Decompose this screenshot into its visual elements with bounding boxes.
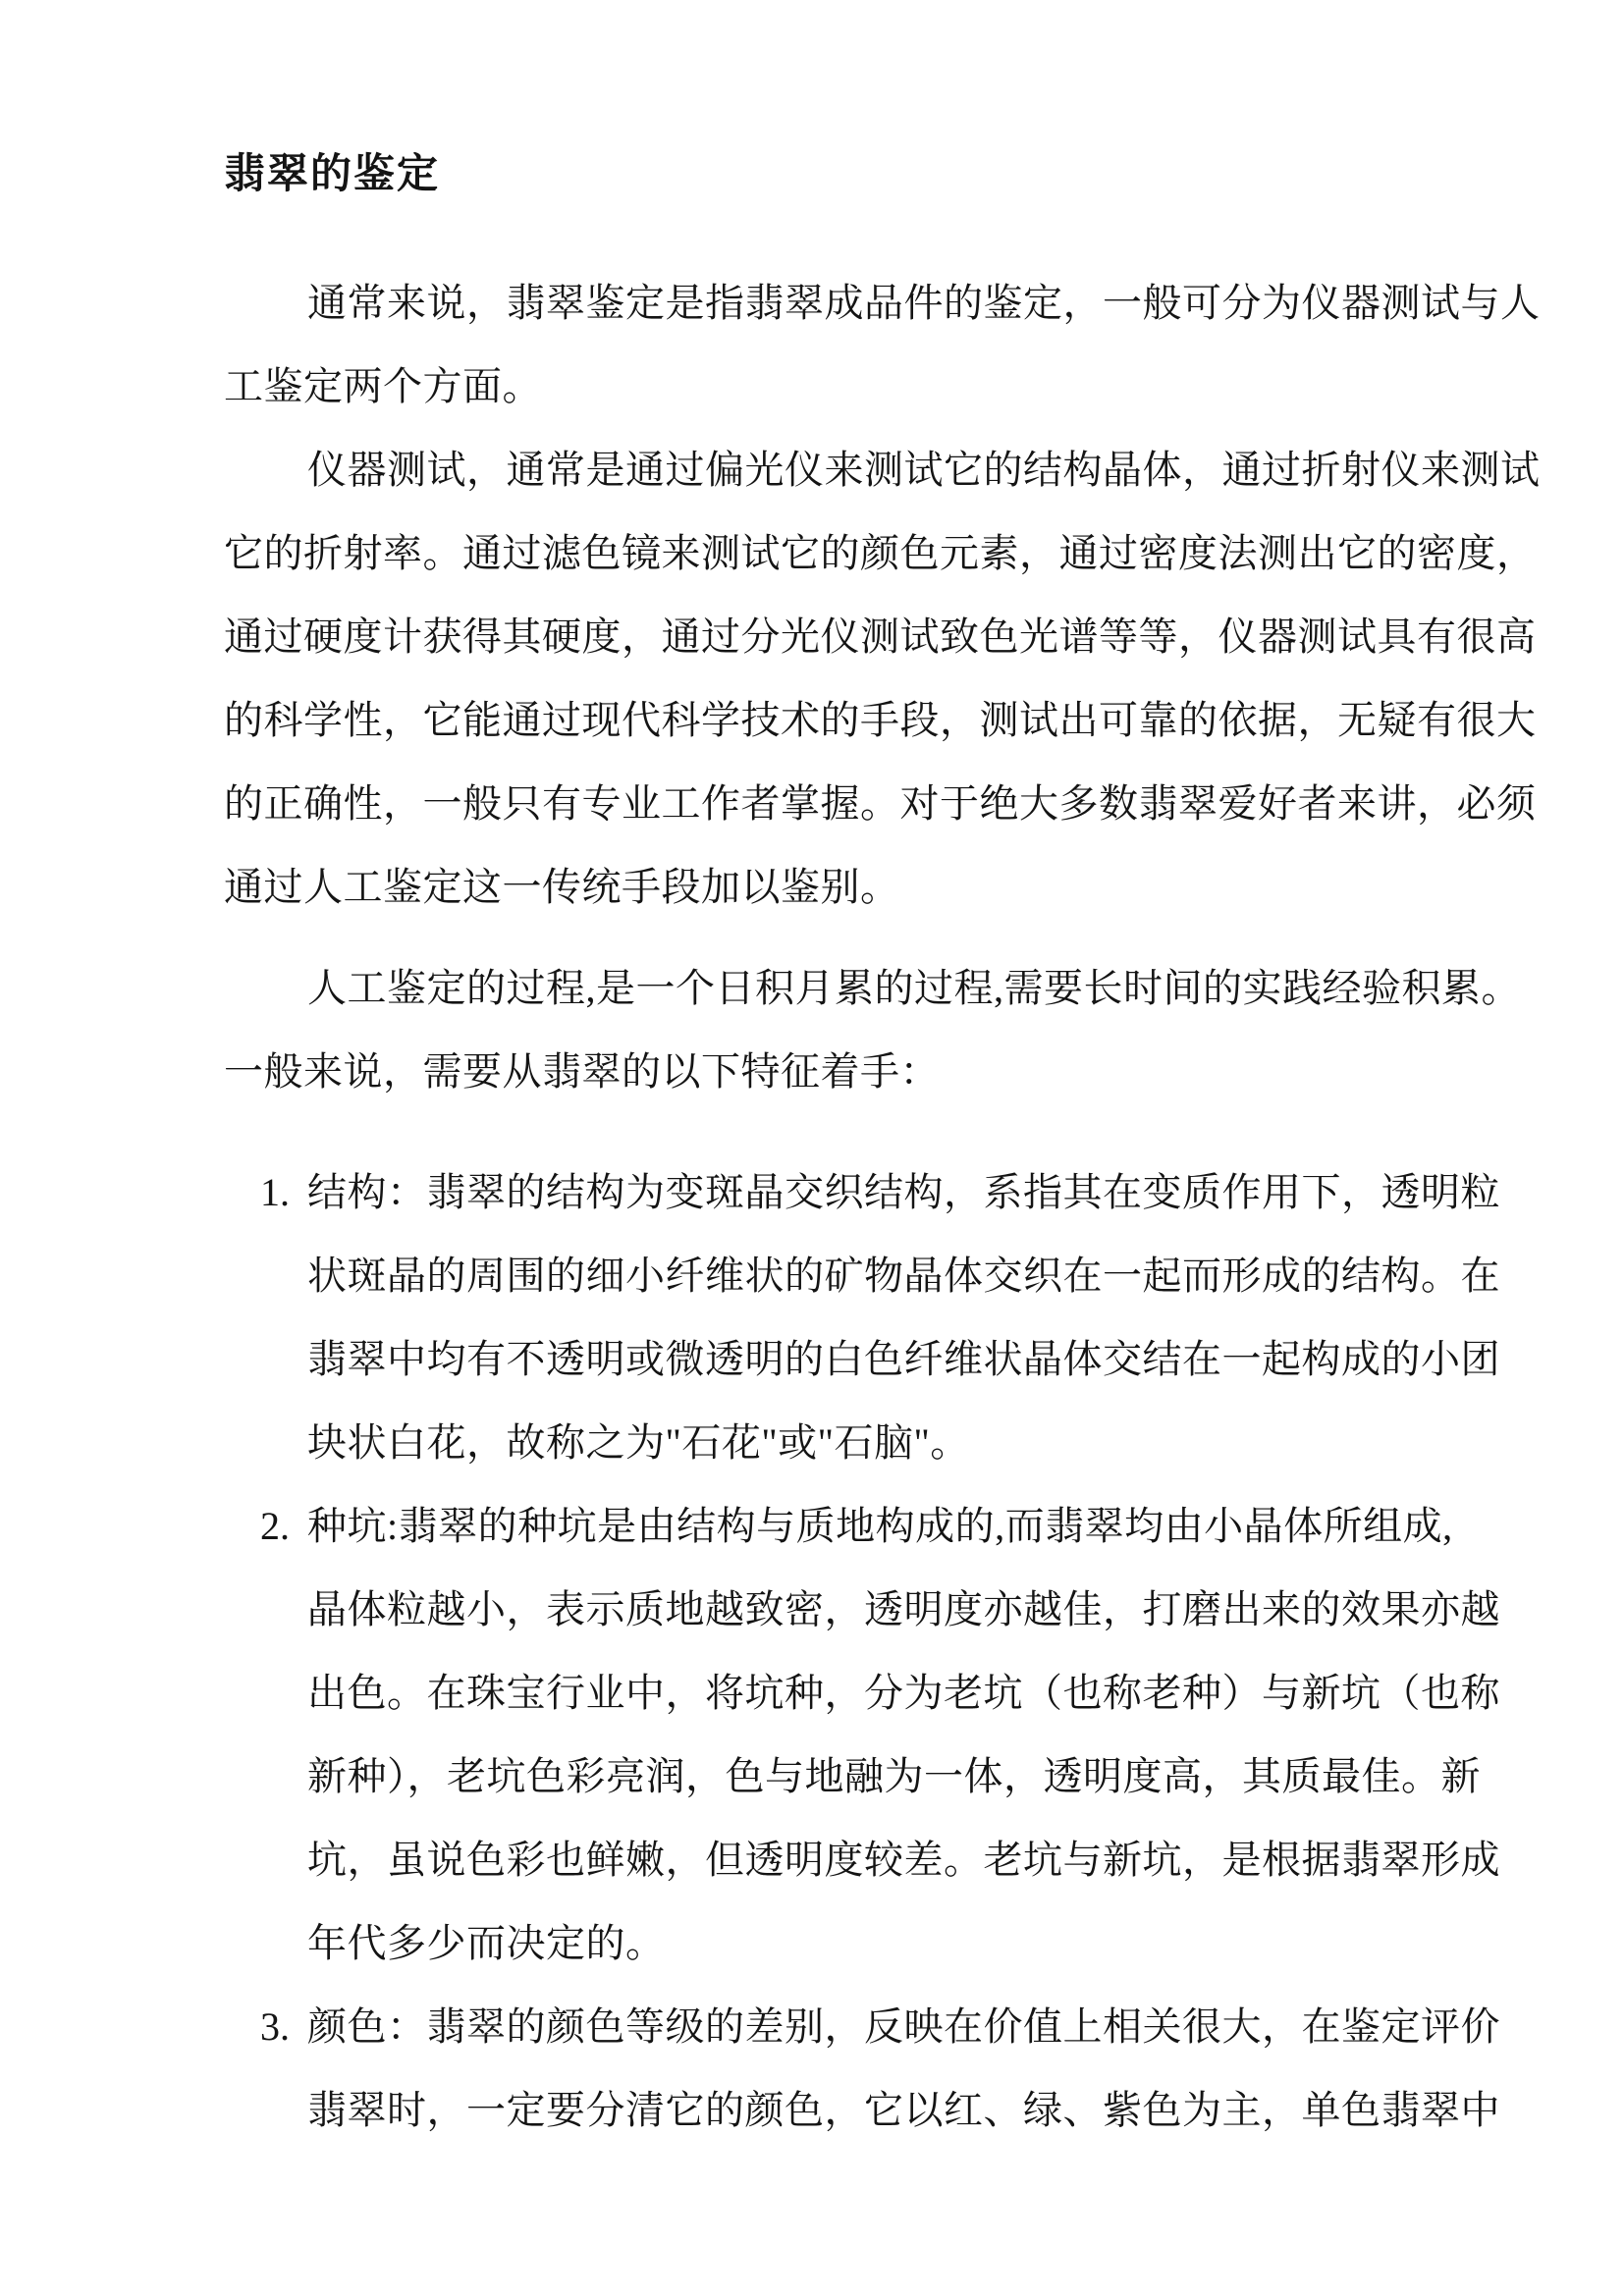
paragraph-line: 工鉴定两个方面。: [224, 364, 542, 408]
feature-list: [224, 1150, 1500, 2152]
feature-item-line: 翡翠中均有不透明或微透明的白色纤维状晶体交结在一起构成的小团: [307, 1337, 1500, 1381]
paragraph-line: 仪器测试，通常是通过偏光仪来测试它的结构晶体，通过折射仪来测试: [307, 448, 1541, 492]
feature-item-number: 3.: [260, 2004, 290, 2049]
paragraph-line: 人工鉴定的过程,是一个日积月累的过程,需要长时间的实践经验积累。: [307, 966, 1521, 1010]
feature-item-number: 1.: [260, 1170, 290, 1214]
paragraph-line: 通过人工鉴定这一传统手段加以鉴别。: [224, 865, 900, 909]
paragraph-line: 它的折射率。通过滤色镜来测试它的颜色元素，通过密度法测出它的密度，: [224, 531, 1537, 575]
paragraph-line: 的科学性，它能通过现代科学技术的手段，测试出可靠的依据，无疑有很大: [224, 698, 1537, 742]
feature-list-item: [224, 1484, 1500, 1985]
paragraphs: [224, 261, 1541, 1113]
paragraph-line: 通常来说，翡翠鉴定是指翡翠成品件的鉴定，一般可分为仪器测试与人: [307, 281, 1541, 325]
feature-item-line: 块状白花，故称之为"石花"或"石脑"。: [307, 1420, 970, 1465]
paragraph: [224, 428, 1541, 929]
feature-item-line: 坑，虽说色彩也鲜嫩，但透明度较差。老坑与新坑，是根据翡翠形成: [307, 1838, 1500, 1882]
feature-item-line: 新种），老坑色彩亮润，色与地融为一体，透明度高，其质最佳。新: [307, 1754, 1481, 1798]
feature-item-line: 翡翠时，一定要分清它的颜色，它以红、绿、紫色为主，单色翡翠中: [307, 2088, 1500, 2132]
feature-item-line: 颜色：翡翠的颜色等级的差别，反映在价值上相关很大，在鉴定评价: [307, 2004, 1500, 2049]
paragraph-line: 通过硬度计获得其硬度，通过分光仪测试致色光谱等等，仪器测试具有很高: [224, 614, 1537, 659]
feature-item-line: 结构：翡翠的结构为变斑晶交织结构，系指其在变质作用下，透明粒: [307, 1170, 1500, 1214]
paragraph: [224, 261, 1541, 428]
paragraph: [224, 946, 1521, 1113]
feature-item-line: 晶体粒越小，表示质地越致密，透明度亦越佳，打磨出来的效果亦越: [307, 1587, 1500, 1631]
feature-item-line: 年代多少而决定的。: [307, 1921, 666, 1965]
feature-item-line: 状斑晶的周围的细小纤维状的矿物晶体交织在一起而形成的结构。在: [307, 1254, 1500, 1298]
document-title: 翡翠的鉴定: [224, 152, 441, 197]
feature-item-line: 出色。在珠宝行业中，将坑种，分为老坑（也称老种）与新坑（也称: [307, 1671, 1500, 1715]
feature-item-number: 2.: [260, 1504, 290, 1548]
paragraph-line: 一般来说，需要从翡翠的以下特征着手：: [224, 1049, 940, 1094]
feature-list-item: [224, 1985, 1500, 2152]
paragraph-line: 的正确性，一般只有专业工作者掌握。对于绝大多数翡翠爱好者来讲，必须: [224, 781, 1537, 826]
feature-item-line: 种坑:翡翠的种坑是由结构与质地构成的,而翡翠均由小晶体所组成,: [307, 1504, 1453, 1548]
document-body: [224, 133, 1541, 2152]
feature-list-item: [224, 1150, 1500, 1484]
